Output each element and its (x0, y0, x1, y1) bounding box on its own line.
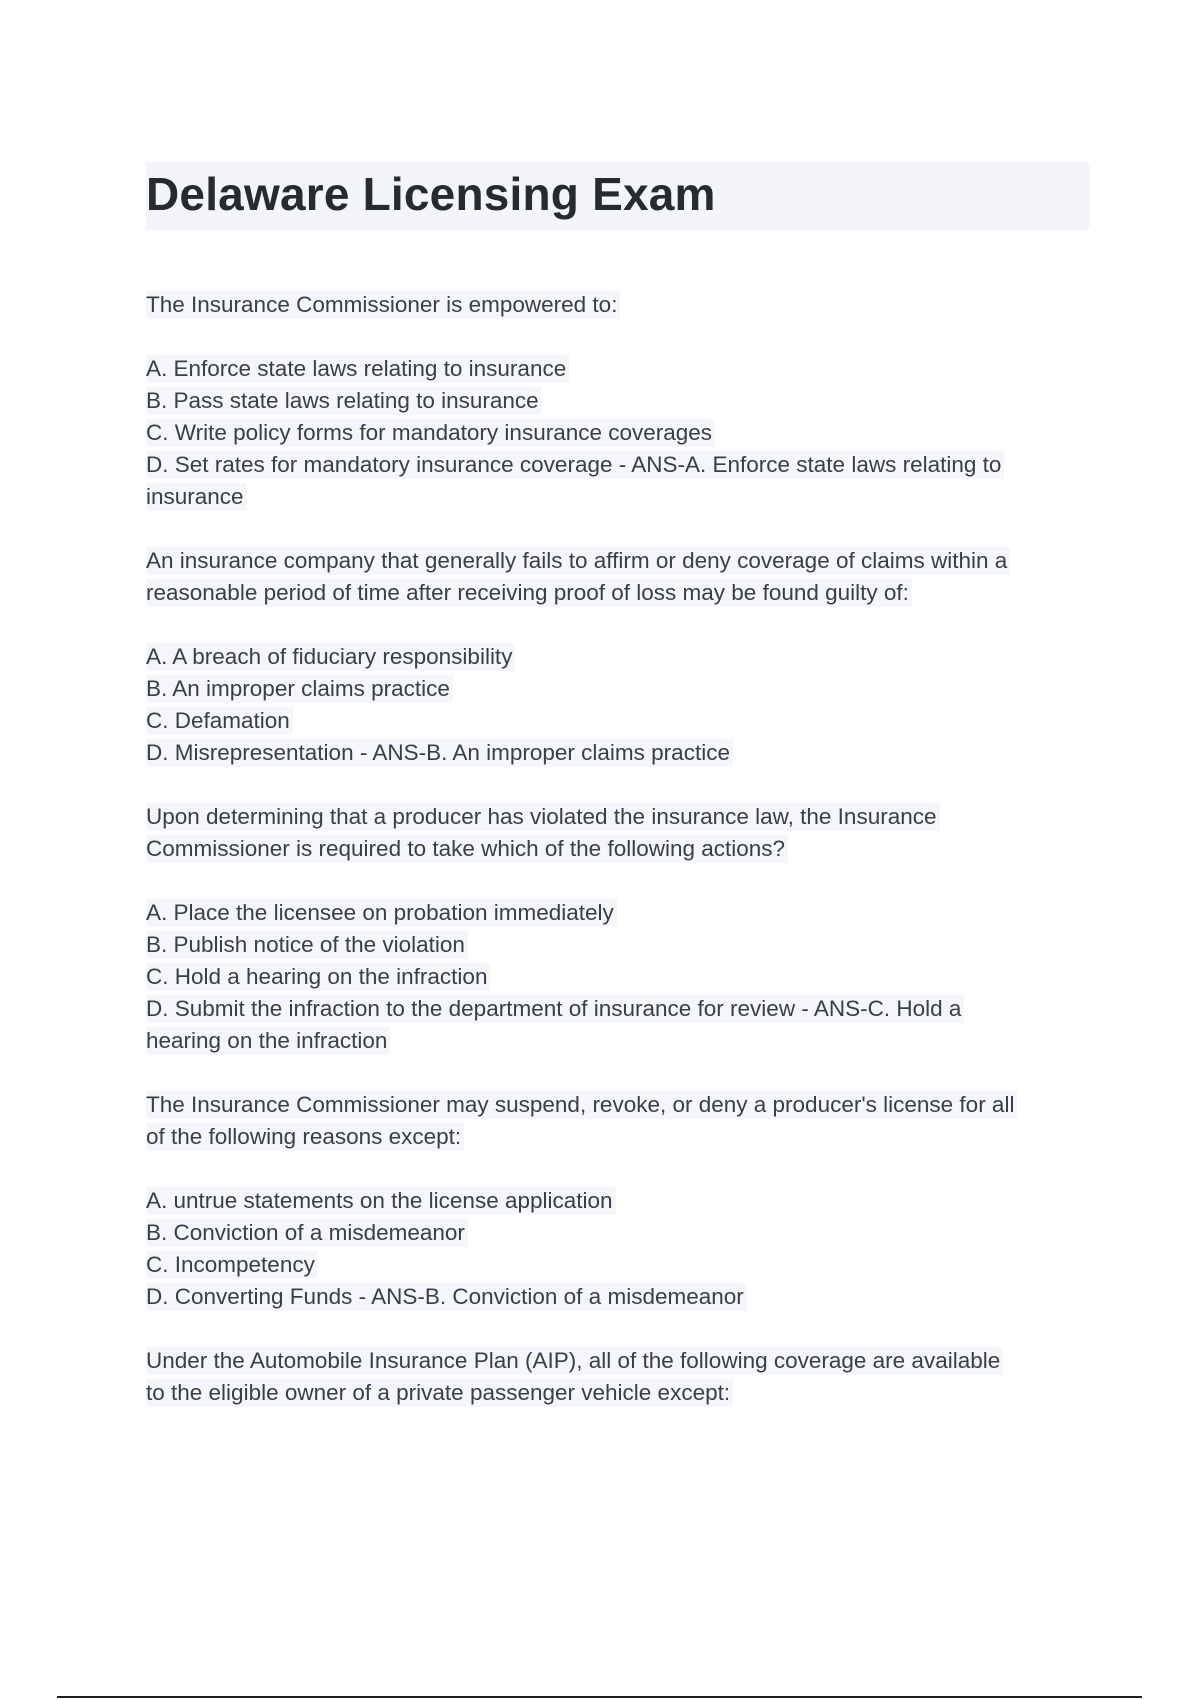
question-prompt-line: The Insurance Commissioner may suspend, revoke, or deny a producer's license for all (146, 1089, 1096, 1121)
answer-option: D. Converting Funds - ANS-B. Conviction of a misdemeanor (146, 1281, 1096, 1313)
question-prompt-line: Commissioner is required to take which of the following actions? (146, 833, 1096, 865)
answer-option: A. A breach of fiduciary responsibility (146, 641, 1096, 673)
question-prompt-line: Under the Automobile Insurance Plan (AIP), all of the following coverage are available (146, 1345, 1096, 1377)
question-prompt-line: The Insurance Commissioner is empowered to: (146, 289, 1096, 321)
question-block (146, 289, 1096, 513)
answer-option: A. Enforce state laws relating to insurance (146, 353, 1096, 385)
question-block (146, 801, 1096, 1057)
page-bottom-rule (57, 1696, 1142, 1698)
answer-option: C. Incompetency (146, 1249, 1096, 1281)
question-list (146, 289, 1096, 1409)
answer-option: B. An improper claims practice (146, 673, 1096, 705)
question-prompt-line: of the following reasons except: (146, 1121, 1096, 1153)
answer-option: C. Defamation (146, 705, 1096, 737)
answer-option: B. Publish notice of the violation (146, 929, 1096, 961)
question-prompt-line: An insurance company that generally fails to affirm or deny coverage of claims within a (146, 545, 1096, 577)
question-prompt-line: reasonable period of time after receiving proof of loss may be found guilty of: (146, 577, 1096, 609)
answer-option: B. Pass state laws relating to insurance (146, 385, 1096, 417)
answer-option: D. Misrepresentation - ANS-B. An improper claims practice (146, 737, 1096, 769)
answer-option: C. Hold a hearing on the infraction (146, 961, 1096, 993)
question-prompt-line: Upon determining that a producer has violated the insurance law, the Insurance (146, 801, 1096, 833)
question-block (146, 1089, 1096, 1313)
answer-option: D. Submit the infraction to the department of insurance for review - ANS-C. Hold a (146, 993, 1096, 1025)
answer-option: C. Write policy forms for mandatory insurance coverages (146, 417, 1096, 449)
question-block (146, 1345, 1096, 1409)
question-block (146, 545, 1096, 769)
answer-option: D. Set rates for mandatory insurance coverage - ANS-A. Enforce state laws relating to (146, 449, 1096, 481)
question-prompt-line: to the eligible owner of a private passenger vehicle except: (146, 1377, 1096, 1409)
answer-option: A. Place the licensee on probation immediately (146, 897, 1096, 929)
answer-option-continued: insurance (146, 481, 1096, 513)
answer-option: A. untrue statements on the license application (146, 1185, 1096, 1217)
answer-option: B. Conviction of a misdemeanor (146, 1217, 1096, 1249)
page-title: Delaware Licensing Exam (146, 168, 716, 220)
answer-option-continued: hearing on the infraction (146, 1025, 1096, 1057)
